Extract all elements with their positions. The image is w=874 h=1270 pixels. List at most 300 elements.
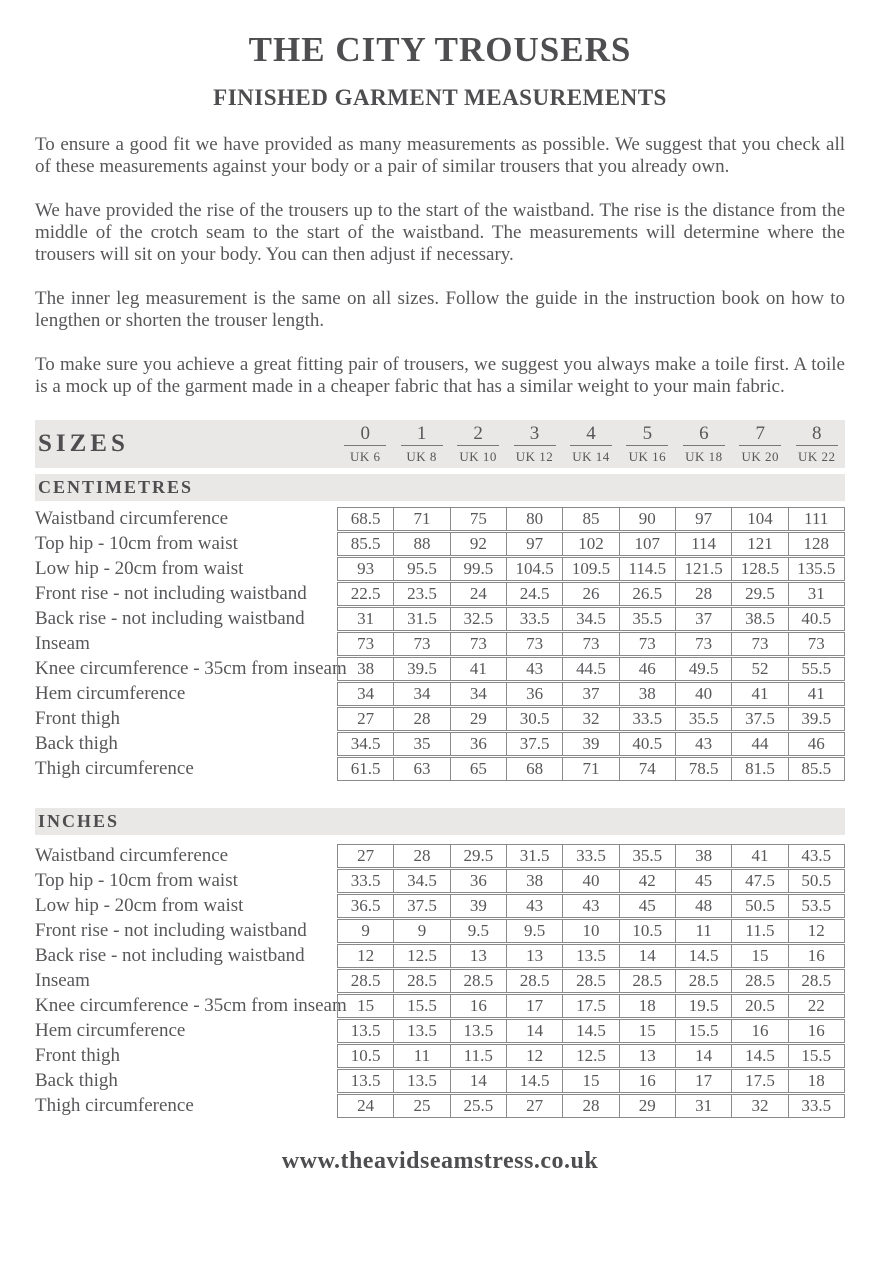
measurement-cell: 34 <box>337 682 394 706</box>
measurement-cell: 28.5 <box>507 969 563 993</box>
row-label: Front thigh <box>35 1045 120 1066</box>
size-number: 4 <box>570 424 612 446</box>
measurement-cell: 88 <box>394 532 450 556</box>
table-row <box>35 507 845 531</box>
measurement-cell: 114 <box>676 532 732 556</box>
measurement-cell: 45 <box>620 894 676 918</box>
measurement-cell: 121 <box>732 532 788 556</box>
row-label: Hem circumference <box>35 683 186 704</box>
measurement-table <box>35 844 845 1118</box>
measurement-cell: 97 <box>676 507 732 531</box>
measurement-cell: 114.5 <box>620 557 676 581</box>
measurement-cell: 41 <box>789 682 845 706</box>
row-cells <box>337 682 845 706</box>
measurement-cell: 13.5 <box>394 1019 450 1043</box>
measurement-cell: 23.5 <box>394 582 450 606</box>
measurement-cell: 28.5 <box>394 969 450 993</box>
measurement-cell: 97 <box>507 532 563 556</box>
row-cells <box>337 757 845 781</box>
row-label: Low hip - 20cm from waist <box>35 895 244 916</box>
measurement-cell: 27 <box>337 844 394 868</box>
size-number: 6 <box>683 424 725 446</box>
measurement-cell: 12.5 <box>394 944 450 968</box>
measurement-cell: 93 <box>337 557 394 581</box>
measurement-cell: 73 <box>620 632 676 656</box>
measurement-cell: 34.5 <box>563 607 619 631</box>
measurement-cell: 44 <box>732 732 788 756</box>
measurement-cell: 14.5 <box>732 1044 788 1068</box>
inches-heading-bar <box>35 808 845 835</box>
measurement-cell: 71 <box>394 507 450 531</box>
measurement-cell: 46 <box>789 732 845 756</box>
measurement-cell: 99.5 <box>451 557 507 581</box>
measurement-cell: 28.5 <box>620 969 676 993</box>
row-cells <box>337 944 845 968</box>
measurement-cell: 39.5 <box>394 657 450 681</box>
measurement-cell: 27 <box>337 707 394 731</box>
measurement-cell: 31 <box>789 582 845 606</box>
measurement-cell: 28 <box>563 1094 619 1118</box>
measurement-cell: 41 <box>732 682 788 706</box>
measurement-cell: 38 <box>676 844 732 868</box>
measurement-cell: 13.5 <box>563 944 619 968</box>
size-number: 7 <box>739 424 781 446</box>
measurement-cell: 14 <box>451 1069 507 1093</box>
row-label: Waistband circumference <box>35 508 229 529</box>
measurement-cell: 28.5 <box>732 969 788 993</box>
size-number: 2 <box>457 424 499 446</box>
row-cells <box>337 1019 845 1043</box>
measurement-cell: 24 <box>451 582 507 606</box>
measurement-cell: 16 <box>732 1019 788 1043</box>
intro-text <box>35 134 845 398</box>
row-cells <box>337 1094 845 1118</box>
row-label: Back thigh <box>35 733 118 754</box>
measurement-cell: 28.5 <box>676 969 732 993</box>
measurement-cell: 38 <box>620 682 676 706</box>
measurement-cell: 43 <box>563 894 619 918</box>
row-cells <box>337 732 845 756</box>
table-row <box>35 632 845 656</box>
row-label: Inseam <box>35 633 90 654</box>
row-cells <box>337 607 845 631</box>
row-cells <box>337 1044 845 1068</box>
measurement-cell: 46 <box>620 657 676 681</box>
table-row <box>35 844 845 868</box>
measurement-cell: 53.5 <box>789 894 845 918</box>
measurement-cell: 39 <box>563 732 619 756</box>
measurement-cell: 61.5 <box>337 757 394 781</box>
table-row <box>35 582 845 606</box>
row-cells <box>337 994 845 1018</box>
size-column-1 <box>393 424 449 465</box>
measurement-cell: 41 <box>451 657 507 681</box>
intro-paragraph: To make sure you achieve a great fitting pair of trousers, we suggest you always make a toile first. A toile is a mock up of the garment made in a cheaper fabric that has a similar weight to your main fabric. <box>35 354 845 397</box>
measurement-cell: 28.5 <box>563 969 619 993</box>
measurement-cell: 36 <box>451 732 507 756</box>
row-label: Waistband circumference <box>35 845 229 866</box>
inches-section <box>35 808 845 1118</box>
measurement-cell: 34 <box>451 682 507 706</box>
size-number: 0 <box>344 424 386 446</box>
measurement-cell: 10.5 <box>337 1044 394 1068</box>
measurement-cell: 22 <box>789 994 845 1018</box>
measurement-cell: 26.5 <box>620 582 676 606</box>
measurement-cell: 34.5 <box>394 869 450 893</box>
measurement-cell: 121.5 <box>676 557 732 581</box>
measurement-cell: 13.5 <box>337 1019 394 1043</box>
intro-paragraph: To ensure a good fit we have provided as many measurements as possible. We suggest that you check all of these measurements against your body or a pair of similar trousers that you already own. <box>35 134 845 177</box>
measurement-cell: 40 <box>563 869 619 893</box>
size-uk-label: UK 20 <box>741 448 780 464</box>
measurement-cell: 26 <box>563 582 619 606</box>
measurement-cell: 19.5 <box>676 994 732 1018</box>
measurement-cell: 17 <box>676 1069 732 1093</box>
measurement-cell: 35.5 <box>620 607 676 631</box>
measurement-cell: 111 <box>789 507 845 531</box>
size-uk-label: UK 10 <box>459 448 497 464</box>
measurement-cell: 30.5 <box>507 707 563 731</box>
measurement-cell: 18 <box>789 1069 845 1093</box>
measurement-cell: 32 <box>563 707 619 731</box>
sizes-heading: SIZES <box>38 430 129 457</box>
measurement-cell: 73 <box>789 632 845 656</box>
measurement-cell: 73 <box>563 632 619 656</box>
measurement-cell: 13 <box>620 1044 676 1068</box>
table-row <box>35 969 845 993</box>
measurement-cell: 73 <box>451 632 507 656</box>
measurement-cell: 92 <box>451 532 507 556</box>
centimetres-section <box>35 474 845 781</box>
measurement-cell: 78.5 <box>676 757 732 781</box>
measurement-cell: 16 <box>789 944 845 968</box>
measurement-cell: 43 <box>676 732 732 756</box>
size-uk-label: UK 22 <box>797 448 836 464</box>
page-subtitle: FINISHED GARMENT MEASUREMENTS <box>213 85 667 110</box>
measurement-cell: 24.5 <box>507 582 563 606</box>
table-row <box>35 607 845 631</box>
size-column-8 <box>789 424 845 465</box>
row-label: Inseam <box>35 970 90 991</box>
measurement-cell: 45 <box>676 869 732 893</box>
centimetres-heading-bar <box>35 474 845 501</box>
measurement-cell: 24 <box>337 1094 394 1118</box>
row-cells <box>337 632 845 656</box>
table-row <box>35 707 845 731</box>
measurement-cell: 90 <box>620 507 676 531</box>
row-label: Knee circumference - 35cm from inseam <box>35 995 347 1016</box>
measurement-cell: 29.5 <box>732 582 788 606</box>
measurement-cell: 43 <box>507 657 563 681</box>
measurement-cell: 28.5 <box>451 969 507 993</box>
measurement-table <box>35 507 845 781</box>
measurement-cell: 68 <box>507 757 563 781</box>
measurement-cell: 73 <box>732 632 788 656</box>
measurement-cell: 27 <box>507 1094 563 1118</box>
size-uk-label: UK 6 <box>349 448 381 464</box>
measurement-cell: 32.5 <box>451 607 507 631</box>
measurement-cell: 35 <box>394 732 450 756</box>
size-number: 5 <box>626 424 668 446</box>
measurement-cell: 128.5 <box>732 557 788 581</box>
row-cells <box>337 869 845 893</box>
measurement-cell: 40 <box>676 682 732 706</box>
measurement-cell: 75 <box>451 507 507 531</box>
measurement-cell: 15.5 <box>394 994 450 1018</box>
footer-url: www.theavidseamstress.co.uk <box>281 1148 599 1174</box>
measurement-cell: 128 <box>789 532 845 556</box>
table-row <box>35 1044 845 1068</box>
measurement-cell: 9.5 <box>451 919 507 943</box>
measurement-cell: 15 <box>620 1019 676 1043</box>
measurement-cell: 12.5 <box>563 1044 619 1068</box>
measurement-cell: 14 <box>507 1019 563 1043</box>
measurement-cell: 10 <box>563 919 619 943</box>
measurement-cell: 85.5 <box>789 757 845 781</box>
document-page <box>0 30 874 1175</box>
measurement-cell: 14.5 <box>563 1019 619 1043</box>
measurement-cell: 13.5 <box>451 1019 507 1043</box>
measurement-cell: 9.5 <box>507 919 563 943</box>
measurement-cell: 104.5 <box>507 557 563 581</box>
measurement-cell: 31 <box>676 1094 732 1118</box>
measurement-cell: 25 <box>394 1094 450 1118</box>
measurement-cell: 43.5 <box>789 844 845 868</box>
measurement-cell: 31.5 <box>394 607 450 631</box>
measurement-cell: 36 <box>507 682 563 706</box>
measurement-cell: 15 <box>732 944 788 968</box>
measurement-cell: 33.5 <box>620 707 676 731</box>
row-label: Knee circumference - 35cm from inseam <box>35 658 347 679</box>
measurement-cell: 29 <box>451 707 507 731</box>
table-row <box>35 1094 845 1118</box>
size-column-7 <box>732 424 788 465</box>
row-label: Front rise - not including waistband <box>35 920 307 941</box>
size-uk-label: UK 12 <box>515 448 554 464</box>
row-label: Back rise - not including waistband <box>35 608 305 629</box>
inches-heading: INCHES <box>38 811 120 831</box>
measurement-cell: 9 <box>337 919 394 943</box>
table-row <box>35 557 845 581</box>
table-row <box>35 757 845 781</box>
size-column-4 <box>563 424 619 465</box>
measurement-cell: 95.5 <box>394 557 450 581</box>
measurement-cell: 14.5 <box>676 944 732 968</box>
measurement-cell: 47.5 <box>732 869 788 893</box>
measurement-cell: 71 <box>563 757 619 781</box>
measurement-cell: 22.5 <box>337 582 394 606</box>
size-column-6 <box>676 424 732 465</box>
table-row <box>35 944 845 968</box>
measurement-cell: 33.5 <box>789 1094 845 1118</box>
measurement-cell: 73 <box>507 632 563 656</box>
measurement-cell: 38 <box>337 657 394 681</box>
row-cells <box>337 657 845 681</box>
measurement-cell: 28.5 <box>789 969 845 993</box>
measurement-cell: 35.5 <box>620 844 676 868</box>
measurement-cell: 63 <box>394 757 450 781</box>
measurement-cell: 38 <box>507 869 563 893</box>
measurement-cell: 13.5 <box>337 1069 394 1093</box>
measurement-cell: 44.5 <box>563 657 619 681</box>
measurement-cell: 12 <box>337 944 394 968</box>
measurement-cell: 50.5 <box>789 869 845 893</box>
measurement-cell: 33.5 <box>337 869 394 893</box>
measurement-cell: 36 <box>451 869 507 893</box>
measurement-cell: 102 <box>563 532 619 556</box>
intro-paragraph: The inner leg measurement is the same on all sizes. Follow the guide in the instruction book on how to lengthen or shorten the trouser length. <box>35 288 845 331</box>
measurement-cell: 29.5 <box>451 844 507 868</box>
measurement-cell: 16 <box>620 1069 676 1093</box>
measurement-cell: 11.5 <box>451 1044 507 1068</box>
measurement-cell: 17 <box>507 994 563 1018</box>
row-label: Hem circumference <box>35 1020 186 1041</box>
measurement-cell: 18 <box>620 994 676 1018</box>
size-uk-label: UK 16 <box>628 448 667 464</box>
measurement-cell: 12 <box>507 1044 563 1068</box>
measurement-cell: 14 <box>676 1044 732 1068</box>
measurement-cell: 73 <box>337 632 394 656</box>
table-row <box>35 1069 845 1093</box>
measurement-cell: 15.5 <box>789 1044 845 1068</box>
measurement-cell: 15 <box>337 994 394 1018</box>
measurement-cell: 40.5 <box>789 607 845 631</box>
sizes-header-bar <box>35 420 845 468</box>
table-row <box>35 869 845 893</box>
measurement-cell: 52 <box>732 657 788 681</box>
measurement-cell: 55.5 <box>789 657 845 681</box>
measurement-cell: 14 <box>620 944 676 968</box>
measurement-cell: 11 <box>676 919 732 943</box>
measurement-cell: 11.5 <box>732 919 788 943</box>
measurement-cell: 85 <box>563 507 619 531</box>
measurement-cell: 33.5 <box>507 607 563 631</box>
row-cells <box>337 969 845 993</box>
measurement-cell: 15.5 <box>676 1019 732 1043</box>
table-row <box>35 919 845 943</box>
row-cells <box>337 919 845 943</box>
size-column-5 <box>619 424 675 465</box>
row-cells <box>337 532 845 556</box>
intro-paragraph: We have provided the rise of the trousers up to the start of the waistband. The rise is the distance from the middle of the crotch seam to the start of the waistband. The measurements will determine where the trousers will sit on your body. You can then adjust if necessary. <box>35 200 845 265</box>
measurement-cell: 13 <box>451 944 507 968</box>
row-label: Front thigh <box>35 708 120 729</box>
measurement-cell: 73 <box>676 632 732 656</box>
table-row <box>35 894 845 918</box>
table-row <box>35 732 845 756</box>
measurement-cell: 31 <box>337 607 394 631</box>
page-title: THE CITY TROUSERS <box>248 30 632 69</box>
measurement-cell: 35.5 <box>676 707 732 731</box>
measurement-cell: 14.5 <box>507 1069 563 1093</box>
row-cells <box>337 507 845 531</box>
measurement-cell: 16 <box>789 1019 845 1043</box>
measurement-cell: 10.5 <box>620 919 676 943</box>
measurement-cell: 50.5 <box>732 894 788 918</box>
measurement-cell: 28.5 <box>337 969 394 993</box>
measurement-cell: 73 <box>394 632 450 656</box>
measurement-cell: 74 <box>620 757 676 781</box>
measurement-cell: 80 <box>507 507 563 531</box>
measurement-cell: 29 <box>620 1094 676 1118</box>
measurement-cell: 41 <box>732 844 788 868</box>
measurement-cell: 25.5 <box>451 1094 507 1118</box>
measurement-cell: 11 <box>394 1044 450 1068</box>
size-column-3 <box>506 424 562 465</box>
measurement-cell: 37 <box>563 682 619 706</box>
measurement-cell: 34 <box>394 682 450 706</box>
measurement-cell: 48 <box>676 894 732 918</box>
measurement-cell: 81.5 <box>732 757 788 781</box>
measurement-cell: 28 <box>394 707 450 731</box>
table-row <box>35 1019 845 1043</box>
measurement-cell: 37.5 <box>732 707 788 731</box>
row-cells <box>337 582 845 606</box>
row-label: Back thigh <box>35 1070 118 1091</box>
row-label: Back rise - not including waistband <box>35 945 305 966</box>
table-row <box>35 532 845 556</box>
centimetres-heading: CENTIMETRES <box>38 477 194 497</box>
table-row <box>35 682 845 706</box>
measurement-cell: 17.5 <box>563 994 619 1018</box>
measurement-cell: 13 <box>507 944 563 968</box>
measurement-cell: 37 <box>676 607 732 631</box>
measurement-cell: 31.5 <box>507 844 563 868</box>
table-row <box>35 657 845 681</box>
measurement-cell: 135.5 <box>789 557 845 581</box>
row-label: Front rise - not including waistband <box>35 583 307 604</box>
measurement-cell: 38.5 <box>732 607 788 631</box>
row-label: Thigh circumference <box>35 758 194 779</box>
size-column-2 <box>450 424 506 465</box>
row-label: Top hip - 10cm from waist <box>35 870 238 891</box>
size-number: 8 <box>796 424 838 446</box>
measurement-cell: 13.5 <box>394 1069 450 1093</box>
size-column-0 <box>337 424 393 465</box>
measurement-cell: 39.5 <box>789 707 845 731</box>
row-label: Low hip - 20cm from waist <box>35 558 244 579</box>
size-uk-label: UK 14 <box>572 448 610 464</box>
row-label: Thigh circumference <box>35 1095 194 1116</box>
measurement-cell: 39 <box>451 894 507 918</box>
measurement-cell: 34.5 <box>337 732 394 756</box>
measurement-cell: 43 <box>507 894 563 918</box>
row-cells <box>337 844 845 868</box>
row-label: Top hip - 10cm from waist <box>35 533 238 554</box>
measurement-cell: 49.5 <box>676 657 732 681</box>
size-number: 1 <box>401 424 443 446</box>
measurement-cell: 33.5 <box>563 844 619 868</box>
measurement-cell: 36.5 <box>337 894 394 918</box>
row-cells <box>337 894 845 918</box>
measurement-cell: 28 <box>676 582 732 606</box>
measurement-cell: 65 <box>451 757 507 781</box>
table-row <box>35 994 845 1018</box>
size-columns <box>337 424 845 465</box>
measurement-cell: 37.5 <box>507 732 563 756</box>
measurement-cell: 37.5 <box>394 894 450 918</box>
measurement-cell: 42 <box>620 869 676 893</box>
measurement-cell: 9 <box>394 919 450 943</box>
size-number: 3 <box>514 424 556 446</box>
measurement-cell: 20.5 <box>732 994 788 1018</box>
measurement-cell: 12 <box>789 919 845 943</box>
measurement-cell: 109.5 <box>563 557 619 581</box>
size-uk-label: UK 8 <box>406 448 437 464</box>
row-cells <box>337 557 845 581</box>
measurement-cell: 32 <box>732 1094 788 1118</box>
measurement-cell: 16 <box>451 994 507 1018</box>
